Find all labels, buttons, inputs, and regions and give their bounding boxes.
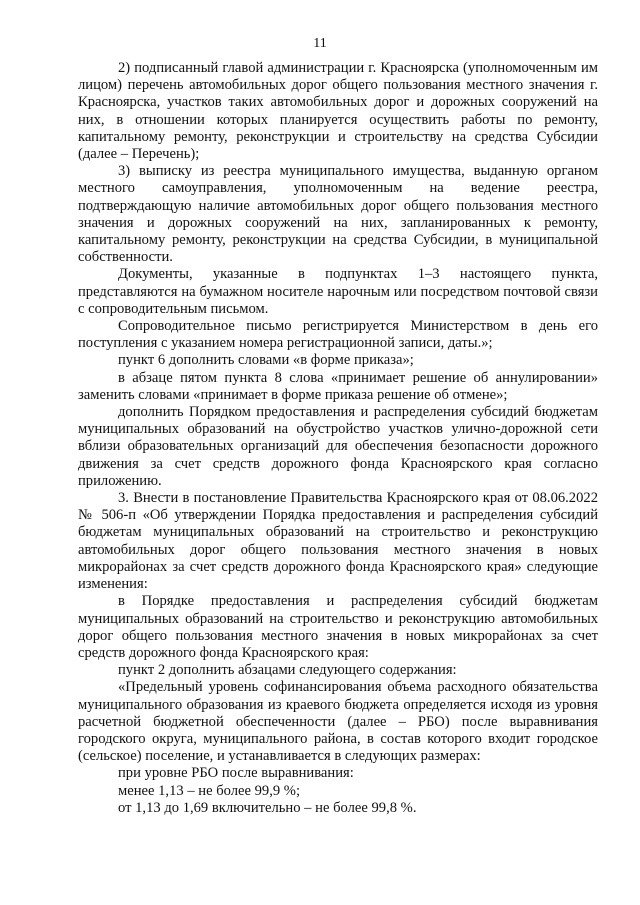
paragraph: при уровне РБО после выравнивания:: [118, 765, 354, 782]
paragraph: 2) подписанный главой администрации г. Красноярска (уполномоченным им лицом) перечень автомобильных дорог общего пользования местного значения г. Красноярска, участков таких автомобильных дорог и дорожных сооружений на них, в отношении которых планируется осуществить работы по ремонту, капитальному ремонту, реконструкции и строительству на средства Субсидии (далее – Перечень);: [78, 60, 598, 163]
paragraph: «Предельный уровень софинансирования объема расходного обязательства муниципального образования из краевого бюджета определяется исходя из уровня расчетной бюджетной обеспеченности (далее – РБО) после выравнивания городского округа, муниципального района, в состав которого входит городское (сельское) поселение, и устанавливается в следующих размерах:: [78, 679, 598, 765]
paragraph: 3) выписку из реестра муниципального имущества, выданную органом местного самоуправления, уполномоченным на ведение реестра, подтверждающую наличие автомобильных дорог общего пользования местного значения и дорожных сооружений на них, запланированных к ремонту, капитальному ремонту, реконструкции на средства Субсидии, в муниципальной собственности.: [78, 163, 598, 266]
paragraph: пункт 2 дополнить абзацами следующего содержания:: [118, 662, 457, 679]
paragraph: 3. Внести в постановление Правительства Красноярского края от 08.06.2022 № 506-п «Об утверждении Порядка предоставления и распределения субсидий бюджетам муниципальных образований на строительство и реконструкцию автомобильных дорог общего пользования местного значения в новых микрорайонах за счет средств дорожного фонда Красноярского края» следующие изменения:: [78, 490, 598, 593]
paragraph: в абзаце пятом пункта 8 слова «принимает решение об аннулировании» заменить словами «принимает в форме приказа решение об отмене»;: [78, 369, 598, 403]
paragraph: от 1,13 до 1,69 включительно – не более 99,8 %.: [118, 799, 417, 816]
page-number: 11: [313, 36, 327, 51]
paragraph: дополнить Порядком предоставления и распределения субсидий бюджетам муниципальных образований на обустройство участков улично-дорожной сети вблизи образовательных организаций для обеспечения безопасности дорожного движения за счет средств дорожного фонда Красноярского края согласно приложению.: [78, 404, 598, 489]
paragraph: Документы, указанные в подпунктах 1–3 настоящего пункта, представляются на бумажном носителе нарочным или посредством почтовой связи с сопроводительным письмом.: [78, 266, 598, 317]
paragraph: Сопроводительное письмо регистрируется Министерством в день его поступления с указанием номера регистрационной записи, даты.»;: [78, 318, 598, 352]
paragraph: в Порядке предоставления и распределения субсидий бюджетам муниципальных образований на строительство и реконструкцию автомобильных дорог общего пользования местного значения в новых микрорайонах за счет средств дорожного фонда Красноярского края:: [78, 593, 598, 661]
body-text: [78, 60, 598, 817]
paragraph: менее 1,13 – не более 99,9 %;: [118, 782, 301, 799]
paragraph: пункт 6 дополнить словами «в форме приказа»;: [118, 352, 414, 369]
